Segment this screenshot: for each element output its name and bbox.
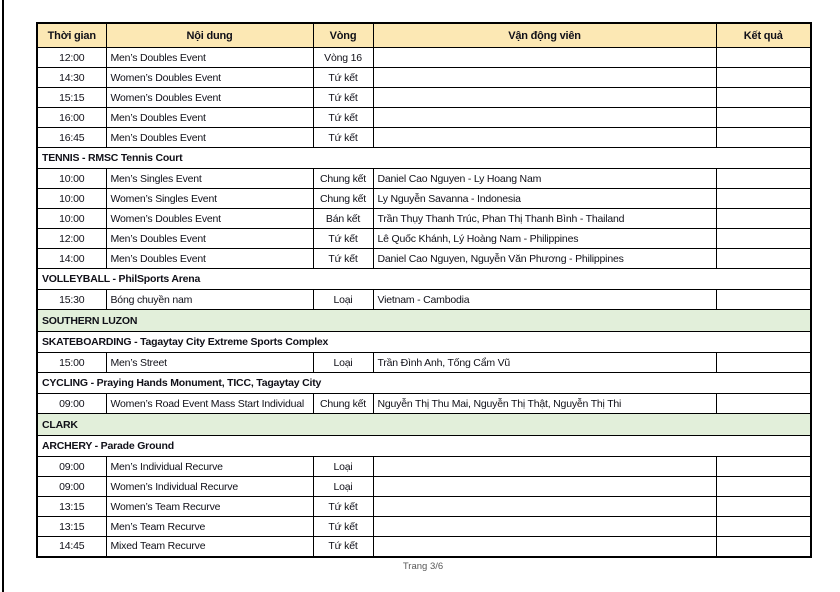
cell-athletes: Nguyễn Thị Thu Mai, Nguyễn Thị Thật, Nguyễn Thị Thi [373,394,716,414]
cell-round: Chung kết [313,169,373,189]
cell-time: 14:00 [37,249,106,269]
cell-result [716,189,811,209]
cell-athletes: Ly Nguyễn Savanna - Indonesia [373,189,716,209]
cell-result [716,394,811,414]
cell-athletes [373,517,716,537]
cell-event: Men’s Singles Event [106,169,313,189]
region-row [37,414,811,436]
cell-athletes: Lê Quốc Khánh, Lý Hoàng Nam - Philippines [373,229,716,249]
section-label: ARCHERY - Parade Ground [37,436,811,457]
table-row [37,48,811,68]
cell-round: Chung kết [313,189,373,209]
table-row [37,249,811,269]
cell-result [716,290,811,310]
table-row [37,394,811,414]
table-row [37,353,811,373]
table-row [37,290,811,310]
cell-athletes [373,537,716,557]
cell-event: Men’s Street [106,353,313,373]
cell-result [716,209,811,229]
cell-event: Women’s Road Event Mass Start Individual [106,394,313,414]
region-label: SOUTHERN LUZON [37,310,811,332]
cell-result [716,517,811,537]
table-row [37,537,811,557]
section-label: CYCLING - Praying Hands Monument, TICC, Tagaytay City [37,373,811,394]
cell-athletes: Vietnam - Cambodia [373,290,716,310]
cell-time: 12:00 [37,48,106,68]
cell-athletes [373,497,716,517]
cell-time: 14:45 [37,537,106,557]
cell-result [716,108,811,128]
table-row [37,108,811,128]
table-row [37,517,811,537]
section-row [37,269,811,290]
cell-result [716,88,811,108]
cell-event: Women’s Doubles Event [106,88,313,108]
cell-result [716,477,811,497]
header-cell-result: Kết quả [716,23,811,48]
cell-athletes [373,108,716,128]
cell-event: Women’s Singles Event [106,189,313,209]
cell-time: 15:15 [37,88,106,108]
cell-event: Men’s Doubles Event [106,48,313,68]
cell-result [716,497,811,517]
section-label: VOLLEYBALL - PhilSports Arena [37,269,811,290]
cell-event: Men’s Doubles Event [106,128,313,148]
cell-athletes: Trần Thụy Thanh Trúc, Phan Thị Thanh Bình - Thailand [373,209,716,229]
section-row [37,436,811,457]
cell-result [716,68,811,88]
header-cell-athletes: Vận động viên [373,23,716,48]
cell-round: Loại [313,457,373,477]
header-cell-time: Thời gian [37,23,106,48]
cell-round: Tứ kết [313,249,373,269]
table-row [37,497,811,517]
cell-event: Men’s Individual Recurve [106,457,313,477]
table-row [37,477,811,497]
cell-event: Women’s Doubles Event [106,209,313,229]
cell-athletes [373,68,716,88]
cell-result [716,229,811,249]
cell-result [716,48,811,68]
cell-time: 16:00 [37,108,106,128]
page-number: Trang 3/6 [402,561,444,572]
cell-round: Loại [313,290,373,310]
cell-round: Tứ kết [313,537,373,557]
cell-time: 15:30 [37,290,106,310]
cell-time: 10:00 [37,209,106,229]
cell-round: Bán kết [313,209,373,229]
cell-event: Bóng chuyền nam [106,290,313,310]
cell-round: Chung kết [313,394,373,414]
header-cell-event: Nội dung [106,23,313,48]
region-label: CLARK [37,414,811,436]
cell-result [716,169,811,189]
cell-time: 10:00 [37,189,106,209]
cell-round: Tứ kết [313,68,373,88]
section-label: TENNIS - RMSC Tennis Court [37,148,811,169]
cell-time: 09:00 [37,477,106,497]
cell-event: Men’s Doubles Event [106,229,313,249]
cell-result [716,128,811,148]
section-row [37,332,811,353]
cell-athletes [373,48,716,68]
cell-athletes: Daniel Cao Nguyen, Nguyễn Văn Phương - Philippines [373,249,716,269]
cell-time: 13:15 [37,497,106,517]
table-row [37,457,811,477]
cell-event: Mixed Team Recurve [106,537,313,557]
cell-round: Loại [313,477,373,497]
cell-round: Tứ kết [313,128,373,148]
cell-round: Tứ kết [313,517,373,537]
table-row [37,189,811,209]
section-row [37,373,811,394]
cell-event: Men’s Doubles Event [106,108,313,128]
cell-round: Tứ kết [313,108,373,128]
cell-event: Men’s Doubles Event [106,249,313,269]
cell-round: Tứ kết [313,497,373,517]
cell-athletes: Trần Đình Anh, Tống Cẩm Vũ [373,353,716,373]
cell-event: Women’s Doubles Event [106,68,313,88]
cell-round: Tứ kết [313,88,373,108]
region-row [37,310,811,332]
section-row [37,148,811,169]
cell-result [716,353,811,373]
table-row [37,128,811,148]
cell-time: 14:30 [37,68,106,88]
table-row [37,229,811,249]
cell-time: 09:00 [37,394,106,414]
table-row [37,169,811,189]
cell-round: Loại [313,353,373,373]
cell-round: Tứ kết [313,229,373,249]
cell-result [716,537,811,557]
cell-athletes [373,477,716,497]
cell-result [716,249,811,269]
cell-athletes [373,88,716,108]
cell-round: Vòng 16 [313,48,373,68]
cell-time: 15:00 [37,353,106,373]
cell-time: 10:00 [37,169,106,189]
table-header-row [37,23,811,48]
schedule-body [37,48,811,557]
header-cell-round: Vòng [313,23,373,48]
schedule-table [36,22,812,558]
table-row [37,209,811,229]
cell-result [716,457,811,477]
cell-event: Men’s Team Recurve [106,517,313,537]
cell-athletes [373,128,716,148]
cell-athletes [373,457,716,477]
table-row [37,68,811,88]
cell-time: 16:45 [37,128,106,148]
section-label: SKATEBOARDING - Tagaytay City Extreme Sports Complex [37,332,811,353]
cell-event: Women’s Individual Recurve [106,477,313,497]
table-row [37,88,811,108]
cell-time: 12:00 [37,229,106,249]
cell-athletes: Daniel Cao Nguyen - Ly Hoang Nam [373,169,716,189]
cell-time: 09:00 [37,457,106,477]
cell-event: Women’s Team Recurve [106,497,313,517]
cell-time: 13:15 [37,517,106,537]
page-left-edge-line [2,0,4,592]
